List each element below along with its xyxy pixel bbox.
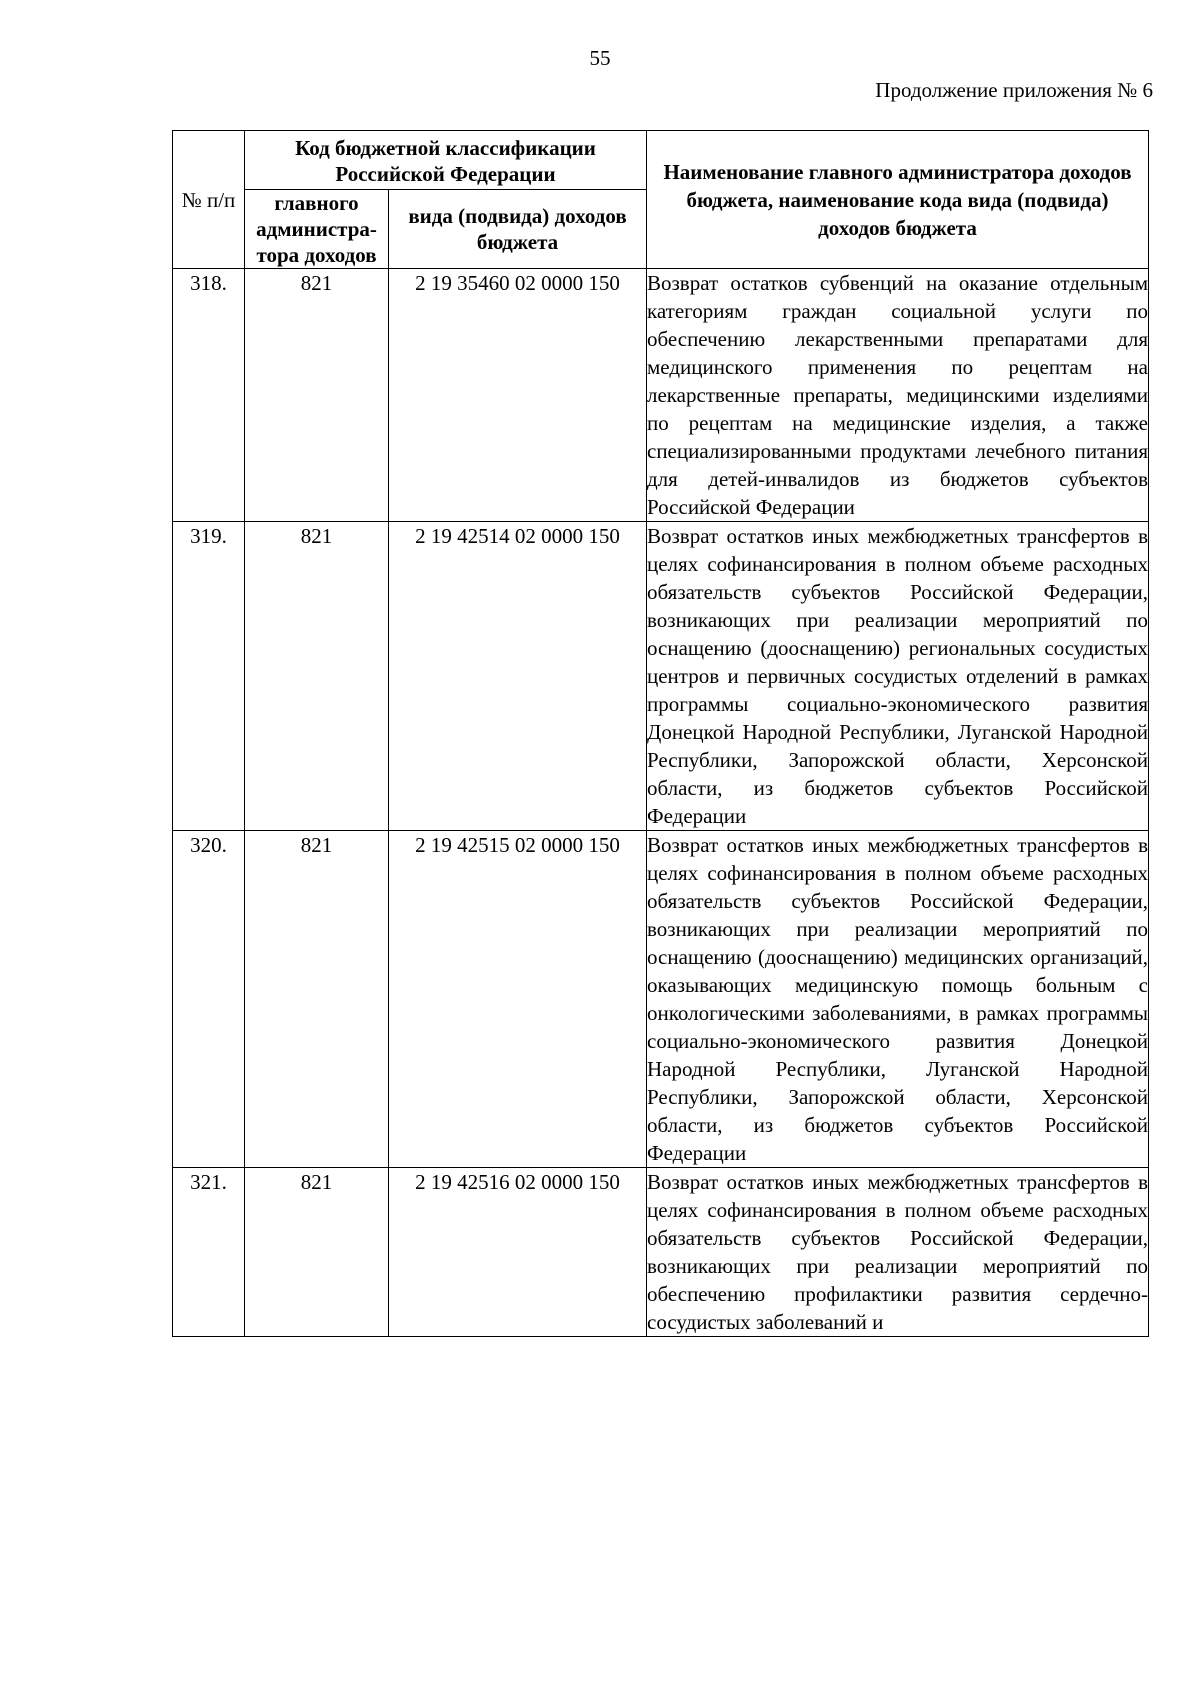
row-income-code: 2 19 42515 02 0000 150 bbox=[389, 831, 647, 1168]
header-main-administrator: главного администра-тора доходов bbox=[245, 190, 389, 269]
table-row bbox=[173, 1168, 1149, 1337]
row-income-code: 2 19 42514 02 0000 150 bbox=[389, 522, 647, 831]
row-administrator-code: 821 bbox=[245, 522, 389, 831]
row-name: Возврат остатков иных межбюджетных трансфертов в целях софинансирования в полном объеме расходных обязательств субъектов Российской Федерации, возникающих при реализации мероприятий по обеспечению профилактики развития сердечно-сосудистых заболеваний и bbox=[647, 1168, 1149, 1337]
table-header bbox=[173, 131, 1149, 269]
appendix-note: Продолжение приложения № 6 bbox=[875, 78, 1153, 102]
header-income-kind: вида (подвида) доходов бюджета bbox=[389, 190, 647, 269]
row-number: 320. bbox=[173, 831, 245, 1168]
row-name: Возврат остатков иных межбюджетных трансфертов в целях софинансирования в полном объеме расходных обязательств субъектов Российской Федерации, возникающих при реализации мероприятий по оснащению (дооснащению) медицинских организаций, оказывающих медицинскую помощь больным с онкологическими заболеваниями, в рамках программы социально-экономического развития Донецкой Народной Республики, Луганской Народной Республики, Запорожской области, Херсонской области, из бюджетов субъектов Российской Федерации bbox=[647, 831, 1149, 1168]
header-row-top bbox=[173, 131, 1149, 190]
table-row bbox=[173, 269, 1149, 522]
row-number: 318. bbox=[173, 269, 245, 522]
table-row bbox=[173, 522, 1149, 831]
row-administrator-code: 821 bbox=[245, 831, 389, 1168]
row-income-code: 2 19 35460 02 0000 150 bbox=[389, 269, 647, 522]
table-row bbox=[173, 831, 1149, 1168]
row-name: Возврат остатков иных межбюджетных трансфертов в целях софинансирования в полном объеме расходных обязательств субъектов Российской Федерации, возникающих при реализации мероприятий по оснащению (дооснащению) региональных сосудистых центров и первичных сосудистых отделений в рамках программы социально-экономического развития Донецкой Народной Республики, Луганской Народной Республики, Запорожской области, Херсонской области, из бюджетов субъектов Российской Федерации bbox=[647, 522, 1149, 831]
page-number: 55 bbox=[589, 46, 611, 70]
header-budget-code-group: Код бюджетной классификации Российской Федерации bbox=[245, 131, 647, 190]
row-name: Возврат остатков субвенций на оказание отдельным категориям граждан социальной услуги по обеспечению лекарственными препаратами для медицинского применения по рецептам на лекарственные препараты, медицинскими изделиями по рецептам на медицинские изделия, а также специализированными продуктами лечебного питания для детей-инвалидов из бюджетов субъектов Российской Федерации bbox=[647, 269, 1149, 522]
row-number: 319. bbox=[173, 522, 245, 831]
row-income-code: 2 19 42516 02 0000 150 bbox=[389, 1168, 647, 1337]
table-body bbox=[173, 269, 1149, 1337]
header-name: Наименование главного администратора доходов бюджета, наименование кода вида (подвида) доходов бюджета bbox=[647, 131, 1149, 269]
budget-classification-table bbox=[172, 130, 1149, 1337]
row-number: 321. bbox=[173, 1168, 245, 1337]
row-administrator-code: 821 bbox=[245, 269, 389, 522]
row-administrator-code: 821 bbox=[245, 1168, 389, 1337]
header-number: № п/п bbox=[173, 131, 245, 269]
